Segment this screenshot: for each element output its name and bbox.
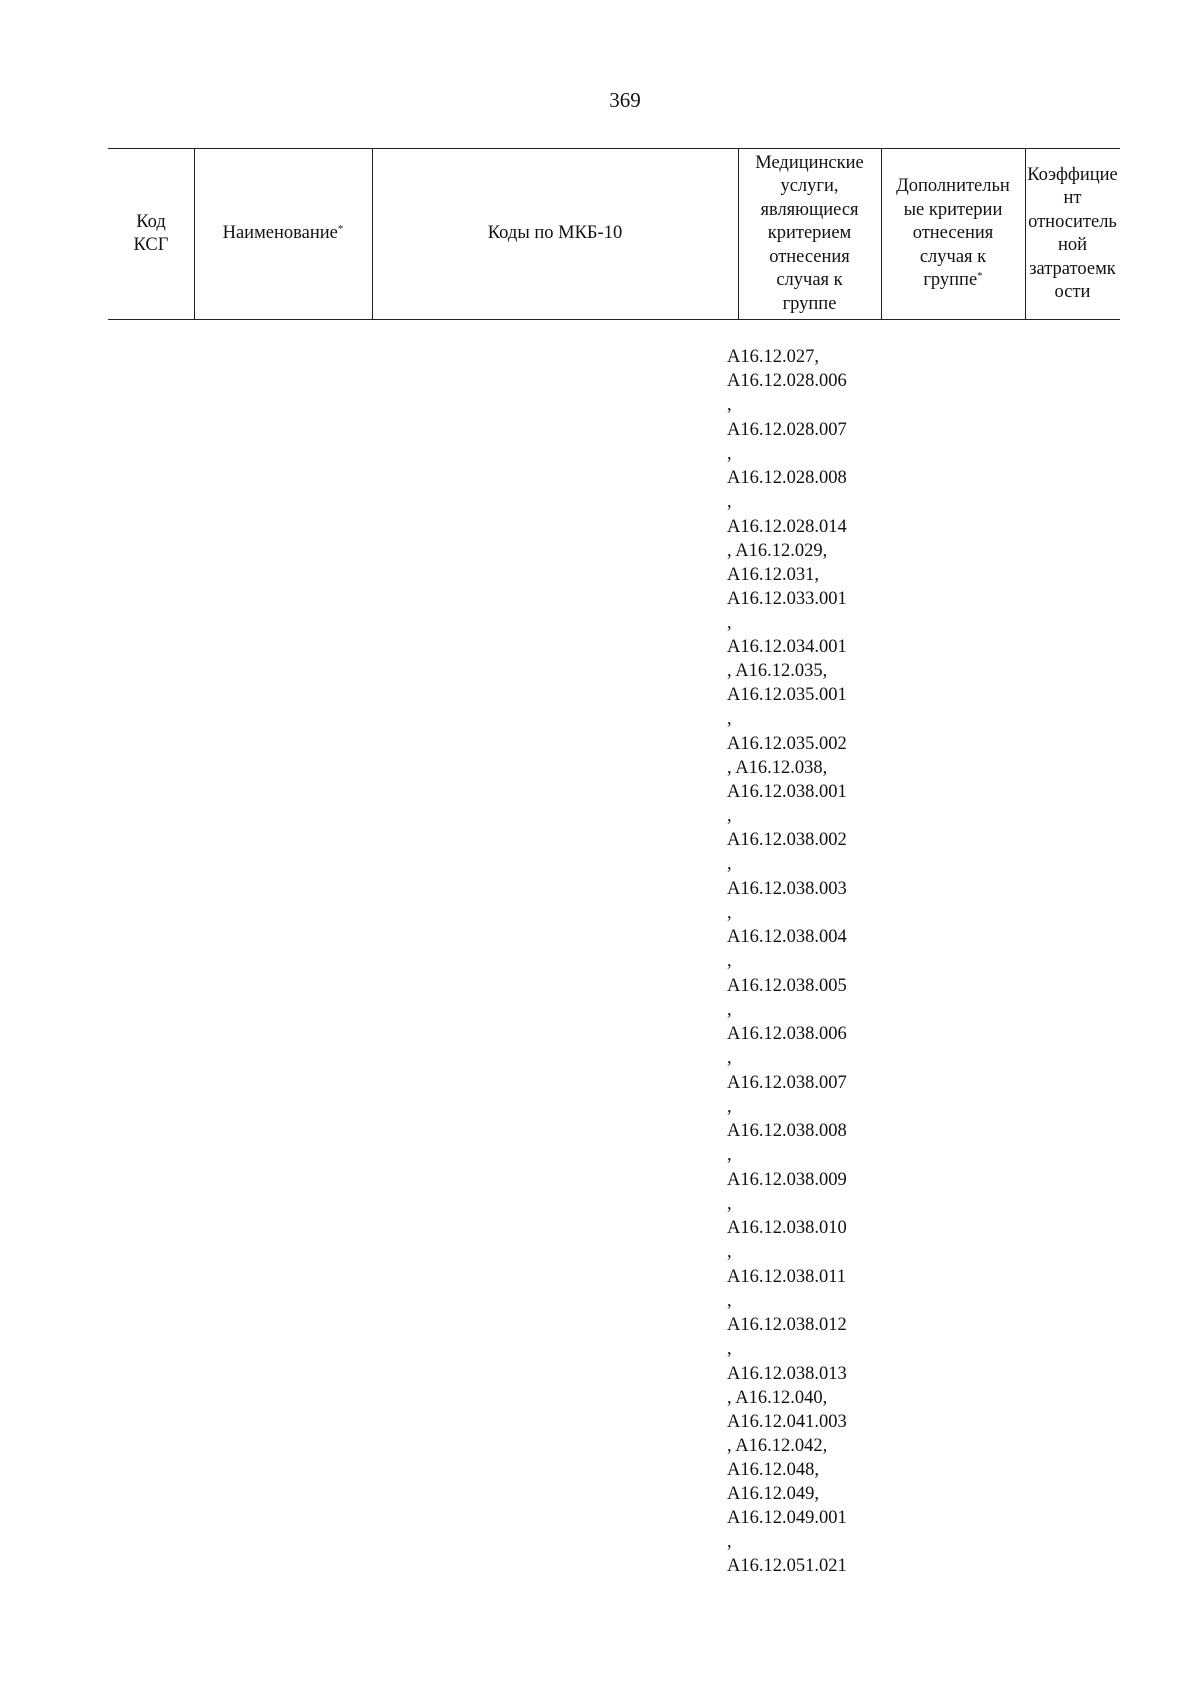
service-code-line: A16.12.038.009	[727, 1169, 847, 1190]
header-name-label: Наименование*	[222, 223, 344, 244]
service-code-line: A16.12.028.006	[727, 371, 847, 391]
page-number: 369	[609, 88, 641, 112]
service-code-line: A16.12.038.008	[727, 1121, 847, 1141]
service-code-line: ,	[727, 1048, 732, 1068]
service-code-line: A16.12.038.013	[727, 1363, 847, 1384]
service-code-line: A16.12.038.001	[727, 781, 847, 802]
service-code-line: ,	[727, 1242, 732, 1262]
service-code-line: ,	[727, 492, 732, 512]
service-code-line: A16.12.033.001	[727, 588, 847, 609]
service-code-line: A16.12.028.007	[727, 419, 847, 440]
service-codes-cell	[727, 345, 847, 1578]
service-code-line: A16.12.038.011	[727, 1266, 847, 1287]
service-code-line: A16.12.038.010	[727, 1218, 847, 1238]
service-code-line: A16.12.041.003	[727, 1411, 847, 1432]
service-code-line: A16.12.038.012	[727, 1315, 847, 1335]
service-code-line: A16.12.034.001	[727, 637, 847, 657]
service-code-line: A16.12.051.021	[727, 1556, 847, 1576]
header-code-ksg	[108, 149, 194, 319]
service-code-line: ,	[727, 395, 732, 415]
service-code-line: A16.12.038.007	[727, 1072, 847, 1093]
service-code-line: A16.12.027,	[727, 347, 819, 367]
service-code-line: , A16.12.029,	[727, 540, 828, 561]
service-code-line: ,	[727, 612, 732, 633]
service-code-line: A16.12.038.003	[727, 878, 847, 899]
header-icd10-label: Коды по МКБ-10	[487, 223, 623, 244]
service-code-line: , A16.12.040,	[727, 1387, 828, 1408]
header-code-ksg-label: Код КСГ	[133, 211, 169, 255]
header-medical-services	[738, 149, 881, 319]
table-header	[108, 148, 1120, 320]
footnote-mark: *	[977, 270, 983, 283]
service-code-line: A16.12.049.001	[727, 1507, 847, 1528]
service-code-line: ,	[727, 1096, 732, 1117]
service-code-line: ,	[727, 1339, 732, 1359]
header-additional-criteria-label: Дополнительн ые критерии отнесения случая к группе*	[896, 176, 1010, 291]
service-code-line: ,	[727, 999, 732, 1020]
service-code-line: A16.12.031,	[727, 564, 819, 585]
service-code-line: ,	[727, 805, 732, 826]
service-code-line: A16.12.035.002	[727, 733, 847, 754]
service-code-line: , A16.12.042,	[727, 1435, 828, 1456]
service-code-line: ,	[727, 1531, 732, 1552]
service-code-line: ,	[727, 443, 732, 464]
header-coefficient-label: Коэффицие нт относитель ной затратоемк ости	[1027, 164, 1118, 302]
service-code-line: ,	[727, 1290, 732, 1311]
service-code-line: A16.12.028.008	[727, 468, 847, 488]
header-icd10-codes	[372, 149, 738, 319]
service-code-line: ,	[727, 854, 732, 874]
service-code-line: A16.12.038.002	[727, 830, 847, 850]
service-code-line: , A16.12.035,	[727, 661, 828, 681]
service-code-line: ,	[727, 902, 732, 923]
service-code-line: A16.12.048,	[727, 1459, 819, 1480]
footnote-mark: *	[337, 223, 344, 236]
service-code-line: , A16.12.038,	[727, 757, 828, 778]
service-code-line: A16.12.038.004	[727, 927, 847, 947]
service-code-line: A16.12.038.005	[727, 975, 847, 996]
service-code-line: A16.12.038.006	[727, 1024, 847, 1044]
service-code-line: A16.12.049,	[727, 1483, 819, 1504]
service-code-line: A16.12.035.001	[727, 685, 847, 705]
header-medical-services-label: Медицинские услуги, являющиеся критерием отнесения случая к группе	[755, 152, 864, 314]
service-code-line: A16.12.028.014	[727, 516, 847, 537]
header-additional-criteria	[881, 149, 1025, 319]
service-code-line: ,	[727, 709, 732, 729]
service-code-line: ,	[727, 1145, 732, 1165]
header-name	[194, 149, 372, 319]
header-coefficient	[1025, 149, 1120, 319]
service-code-line: ,	[727, 1193, 732, 1214]
service-code-line: ,	[727, 951, 732, 971]
